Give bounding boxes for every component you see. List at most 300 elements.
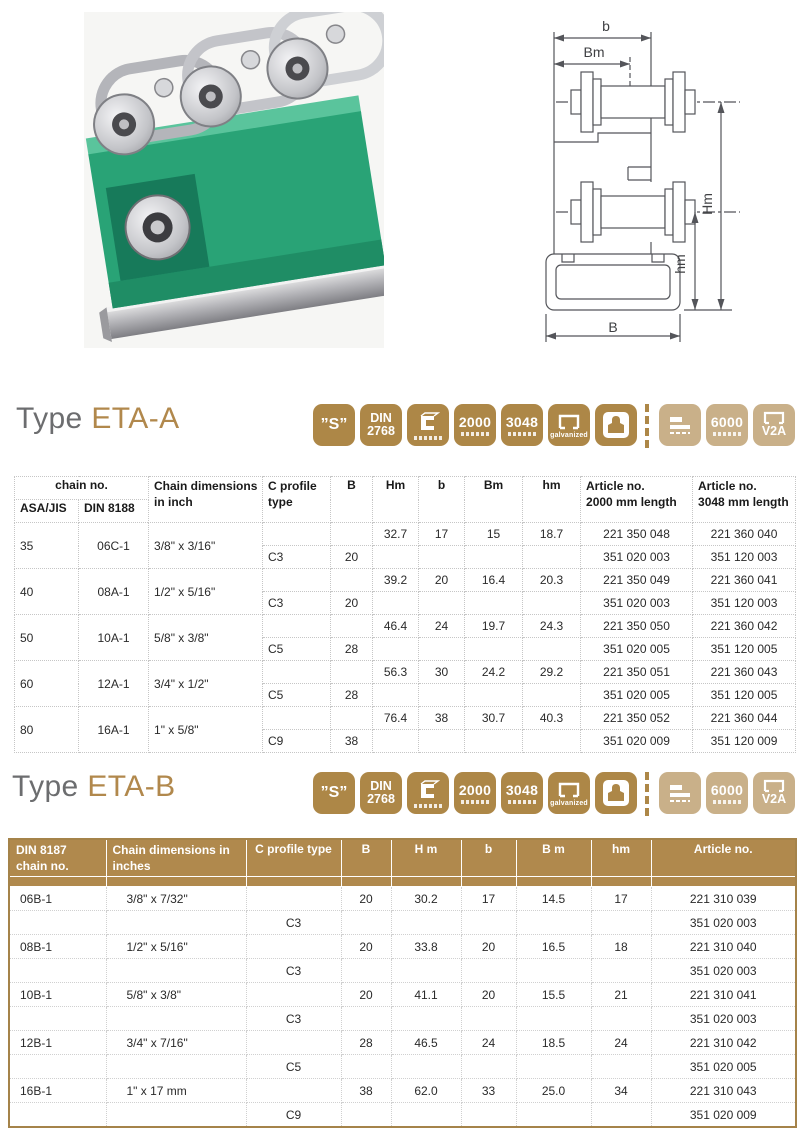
length-2000-label: 2000 [458, 413, 492, 430]
stacked-profiles-icon [667, 781, 693, 805]
col-article: Article no. [651, 839, 796, 877]
col-chain-dimensions [149, 477, 263, 523]
b-cell: 20 [419, 569, 465, 592]
dim-label-hm-inner: hm [672, 254, 688, 274]
article-3048-cell: 221 360 041 [693, 569, 796, 592]
empty-cell [106, 1103, 246, 1128]
table-row [9, 959, 796, 983]
hdr-line: C profile [268, 479, 317, 493]
din-cell: 12B-1 [9, 1031, 106, 1055]
empty-cell [523, 638, 581, 661]
badge-subtext-bar [461, 800, 489, 804]
hdr-line: Chain dimensions [154, 479, 258, 493]
col-chain-dimensions [106, 839, 246, 877]
length-6000-label: 6000 [710, 413, 744, 430]
article-cell: 221 310 040 [651, 935, 796, 959]
col-hm: H m [391, 839, 461, 877]
empty-cell [106, 1007, 246, 1031]
din-cell: 10B-1 [9, 983, 106, 1007]
article-cell: 351 020 003 [651, 911, 796, 935]
badge-row-a [313, 404, 795, 448]
din-line1: DIN [370, 778, 392, 793]
article-cell: 351 020 003 [651, 959, 796, 983]
eta-b-table [8, 838, 797, 1128]
asa-cell: 40 [15, 569, 79, 615]
empty-cell [263, 569, 331, 592]
badge-s-label: ”S” [320, 784, 348, 801]
empty-cell [591, 959, 651, 983]
empty-cell [341, 911, 391, 935]
empty-cell [263, 661, 331, 684]
b-col-cell: 20 [341, 983, 391, 1007]
empty-cell [461, 1103, 516, 1128]
b-cell: 20 [461, 983, 516, 1007]
asa-cell: 50 [15, 615, 79, 661]
col-chain-no: chain no. [15, 477, 149, 500]
empty-cell [373, 638, 419, 661]
badge-length-6000 [706, 404, 748, 446]
article-3048-cell: 351 120 005 [693, 638, 796, 661]
b-col-cell: 28 [331, 638, 373, 661]
dimension-diagram [488, 2, 796, 368]
din-line2: 2768 [367, 424, 395, 438]
article-cell: 221 310 039 [651, 887, 796, 911]
hm-small-cell: 21 [591, 983, 651, 1007]
dims-cell: 1" x 17 mm [106, 1079, 246, 1103]
article-cell: 351 020 009 [651, 1103, 796, 1128]
eta-a-table [14, 476, 796, 753]
empty-cell [246, 1079, 341, 1103]
u-channel-icon [762, 411, 786, 425]
badge-length-3048 [501, 772, 543, 814]
c-profile-cell: C9 [246, 1103, 341, 1128]
b-col-cell: 20 [331, 592, 373, 615]
empty-cell [391, 1055, 461, 1079]
dim-label-bm: Bm [583, 44, 605, 60]
article-cell: 351 020 003 [651, 1007, 796, 1031]
col-bm: B m [516, 839, 591, 877]
empty-cell [461, 1055, 516, 1079]
badge-profiles [659, 404, 701, 446]
empty-cell [246, 983, 341, 1007]
badge-v2a [753, 772, 795, 814]
article-3048-cell: 221 360 042 [693, 615, 796, 638]
b-cell: 20 [461, 935, 516, 959]
empty-cell [341, 1055, 391, 1079]
v2a-label: V2A [761, 424, 787, 439]
dim-label-hm-total: Hm [699, 193, 715, 215]
length-2000-label: 2000 [458, 781, 492, 798]
col-bm: Bm [465, 477, 523, 523]
empty-cell [106, 911, 246, 935]
empty-cell [331, 615, 373, 638]
dims-cell: 3/8" x 7/32" [106, 887, 246, 911]
article-3048-cell: 221 360 040 [693, 523, 796, 546]
article-2000-cell: 351 020 005 [581, 684, 693, 707]
col-article-2000 [581, 477, 693, 523]
empty-cell [461, 911, 516, 935]
c-profile-cell: C3 [246, 911, 341, 935]
col-din-8188: DIN 8188 [79, 500, 149, 523]
empty-cell [465, 546, 523, 569]
hm-cell: 32.7 [373, 523, 419, 546]
spacer-cell [106, 877, 246, 887]
empty-cell [516, 1055, 591, 1079]
empty-cell [419, 592, 465, 615]
hm-small-cell: 24 [591, 1031, 651, 1055]
empty-cell [516, 911, 591, 935]
bm-cell: 30.7 [465, 707, 523, 730]
article-3048-cell: 351 120 003 [693, 546, 796, 569]
article-2000-cell: 221 350 051 [581, 661, 693, 684]
title-name: ETA-A [91, 402, 180, 435]
dims-cell: 3/4" x 1/2" [149, 661, 263, 707]
din-cell: 10A-1 [79, 615, 149, 661]
empty-cell [263, 523, 331, 546]
empty-cell [9, 1103, 106, 1128]
empty-cell [263, 707, 331, 730]
spacer-cell [516, 877, 591, 887]
header-spacer-row [9, 877, 796, 887]
empty-cell [461, 1007, 516, 1031]
hdr-line: Article no. [586, 479, 645, 493]
galvanized-label: galvanized [550, 431, 588, 439]
article-cell: 221 310 041 [651, 983, 796, 1007]
b-col-cell: 38 [341, 1079, 391, 1103]
hm-small-cell: 20.3 [523, 569, 581, 592]
stacked-profiles-icon [667, 413, 693, 437]
dim-label-b-outer: B [608, 319, 618, 335]
u-channel-icon [762, 779, 786, 793]
b-col-cell: 28 [331, 684, 373, 707]
badge-length-3048 [501, 404, 543, 446]
empty-cell [391, 959, 461, 983]
bm-cell: 18.5 [516, 1031, 591, 1055]
chain-guide-photo-illustration [84, 12, 384, 348]
badge-subtext-bar [508, 800, 536, 804]
din-cell: 06C-1 [79, 523, 149, 569]
u-channel-icon [556, 412, 582, 430]
hm-cell: 46.5 [391, 1031, 461, 1055]
din-cell: 08B-1 [9, 935, 106, 959]
hm-cell: 33.8 [391, 935, 461, 959]
badge-s-label: ”S” [320, 416, 348, 433]
empty-cell [263, 615, 331, 638]
din-cell: 08A-1 [79, 569, 149, 615]
col-b: B [331, 477, 373, 523]
col-hm-small: hm [591, 839, 651, 877]
empty-cell [591, 911, 651, 935]
table-row [15, 661, 796, 684]
article-3048-cell: 351 120 003 [693, 592, 796, 615]
b-col-cell: 20 [331, 546, 373, 569]
hdr-line: DIN 8187 [16, 843, 67, 857]
spacer-cell [341, 877, 391, 887]
hm-small-cell: 18 [591, 935, 651, 959]
badge-c-profile [407, 404, 449, 446]
hm-cell: 62.0 [391, 1079, 461, 1103]
empty-cell [591, 1103, 651, 1128]
article-cell: 351 020 005 [651, 1055, 796, 1079]
b-col-cell: 20 [341, 935, 391, 959]
empty-cell [391, 1103, 461, 1128]
c-profile-cell: C3 [246, 959, 341, 983]
empty-cell [419, 546, 465, 569]
bm-cell: 25.0 [516, 1079, 591, 1103]
bm-cell: 16.5 [516, 935, 591, 959]
dims-cell: 1/2" x 5/16" [149, 569, 263, 615]
bm-cell: 15 [465, 523, 523, 546]
badge-galvanized [548, 772, 590, 814]
article-3048-cell: 351 120 009 [693, 730, 796, 753]
empty-cell [106, 959, 246, 983]
empty-cell [373, 546, 419, 569]
empty-cell [331, 523, 373, 546]
badge-subtext-bar [414, 804, 442, 808]
table-row [9, 1079, 796, 1103]
length-6000-label: 6000 [710, 781, 744, 798]
badge-length-6000 [706, 772, 748, 814]
article-2000-cell: 221 350 049 [581, 569, 693, 592]
b-cell: 33 [461, 1079, 516, 1103]
empty-cell [331, 661, 373, 684]
empty-cell [461, 959, 516, 983]
table-row [15, 523, 796, 546]
col-c-profile: C profile type [246, 839, 341, 877]
article-2000-cell: 351 020 005 [581, 638, 693, 661]
table-row [15, 707, 796, 730]
hm-small-cell: 18.7 [523, 523, 581, 546]
dims-cell: 1" x 5/8" [149, 707, 263, 753]
c-profile-cell: C9 [263, 730, 331, 753]
badge-separator [645, 772, 651, 816]
dims-cell: 1/2" x 5/16" [106, 935, 246, 959]
bm-cell: 15.5 [516, 983, 591, 1007]
empty-cell [516, 1103, 591, 1128]
empty-cell [246, 887, 341, 911]
header-row [9, 839, 796, 877]
b-col-cell: 28 [341, 1031, 391, 1055]
empty-cell [341, 1007, 391, 1031]
empty-cell [516, 959, 591, 983]
badge-subtext-bar [713, 432, 741, 436]
spacer-cell [461, 877, 516, 887]
mounting-base-icon [601, 778, 631, 808]
asa-cell: 60 [15, 661, 79, 707]
badge-din-2768 [360, 404, 402, 446]
c-profile-cell: C3 [263, 592, 331, 615]
col-c-profile [263, 477, 331, 523]
table-row [15, 615, 796, 638]
hdr-line: Article no. [698, 479, 757, 493]
spacer-cell [391, 877, 461, 887]
bm-cell: 14.5 [516, 887, 591, 911]
dims-cell: 3/8" x 3/16" [149, 523, 263, 569]
table-row [9, 935, 796, 959]
c-profile-cell: C5 [246, 1055, 341, 1079]
mounting-base-icon [601, 410, 631, 440]
article-3048-cell: 221 360 043 [693, 661, 796, 684]
din-cell: 16A-1 [79, 707, 149, 753]
u-channel-icon [556, 780, 582, 798]
table-row [9, 1031, 796, 1055]
spacer-cell [9, 877, 106, 887]
empty-cell [465, 638, 523, 661]
empty-cell [246, 1031, 341, 1055]
c-profile-icon [416, 411, 440, 433]
dims-cell: 5/8" x 3/8" [149, 615, 263, 661]
section-a-title [16, 402, 180, 436]
empty-cell [341, 1103, 391, 1128]
article-3048-cell: 221 360 044 [693, 707, 796, 730]
empty-cell [246, 935, 341, 959]
hm-cell: 30.2 [391, 887, 461, 911]
title-prefix: Type [16, 402, 83, 435]
col-b-small: b [419, 477, 465, 523]
hm-cell: 39.2 [373, 569, 419, 592]
badge-subtext-bar [508, 432, 536, 436]
article-2000-cell: 351 020 003 [581, 592, 693, 615]
spacer-cell [651, 877, 796, 887]
empty-cell [523, 730, 581, 753]
hdr-line: inches [112, 859, 151, 874]
b-col-cell: 20 [341, 887, 391, 911]
empty-cell [465, 684, 523, 707]
empty-cell [591, 1055, 651, 1079]
badge-din-2768 [360, 772, 402, 814]
spacer-cell [591, 877, 651, 887]
empty-cell [373, 730, 419, 753]
badge-subtext-bar [461, 432, 489, 436]
empty-cell [419, 638, 465, 661]
table-row [9, 1007, 796, 1031]
c-profile-cell: C3 [263, 546, 331, 569]
empty-cell [331, 707, 373, 730]
badge-profiles [659, 772, 701, 814]
article-2000-cell: 351 020 003 [581, 546, 693, 569]
badge-mounting [595, 404, 637, 446]
empty-cell [523, 546, 581, 569]
dim-label-b: b [602, 18, 610, 34]
empty-cell [9, 911, 106, 935]
table-row [9, 887, 796, 911]
cross-section-drawing [488, 2, 796, 368]
hm-small-cell: 40.3 [523, 707, 581, 730]
article-2000-cell: 221 350 050 [581, 615, 693, 638]
c-profile-cell: C5 [263, 638, 331, 661]
badge-s [313, 404, 355, 446]
empty-cell [106, 1055, 246, 1079]
spacer-cell [246, 877, 341, 887]
bm-cell: 24.2 [465, 661, 523, 684]
col-asa-jis: ASA/JIS [15, 500, 79, 523]
article-2000-cell: 351 020 009 [581, 730, 693, 753]
badge-subtext-bar [414, 436, 442, 440]
hm-cell: 41.1 [391, 983, 461, 1007]
hm-cell: 56.3 [373, 661, 419, 684]
hdr-line: chain no. [16, 859, 69, 874]
article-3048-cell: 351 120 005 [693, 684, 796, 707]
header-row [15, 477, 796, 500]
dims-cell: 5/8" x 3/8" [106, 983, 246, 1007]
length-3048-label: 3048 [505, 413, 539, 430]
badge-galvanized [548, 404, 590, 446]
col-hm: Hm [373, 477, 419, 523]
din-cell: 16B-1 [9, 1079, 106, 1103]
badge-subtext-bar [713, 800, 741, 804]
empty-cell [9, 1007, 106, 1031]
hdr-line: Chain dimensions in [112, 843, 230, 857]
empty-cell [419, 684, 465, 707]
article-2000-cell: 221 350 048 [581, 523, 693, 546]
asa-cell: 35 [15, 523, 79, 569]
badge-v2a [753, 404, 795, 446]
badge-length-2000 [454, 772, 496, 814]
hdr-line: type [268, 495, 293, 510]
article-cell: 221 310 042 [651, 1031, 796, 1055]
bm-cell: 19.7 [465, 615, 523, 638]
col-b-small: b [461, 839, 516, 877]
hdr-line: 2000 mm length [586, 495, 677, 510]
article-2000-cell: 221 350 052 [581, 707, 693, 730]
table-row [15, 569, 796, 592]
galvanized-label: galvanized [550, 799, 588, 807]
hdr-line: in inch [154, 495, 193, 510]
empty-cell [465, 592, 523, 615]
c-profile-cell: C5 [263, 684, 331, 707]
col-din-8187 [9, 839, 106, 877]
b-cell: 17 [419, 523, 465, 546]
length-3048-label: 3048 [505, 781, 539, 798]
empty-cell [9, 1055, 106, 1079]
empty-cell [523, 684, 581, 707]
hm-cell: 46.4 [373, 615, 419, 638]
empty-cell [331, 569, 373, 592]
c-profile-cell: C3 [246, 1007, 341, 1031]
v2a-label: V2A [761, 792, 787, 807]
b-cell: 30 [419, 661, 465, 684]
empty-cell [391, 911, 461, 935]
din-line1: DIN [370, 410, 392, 425]
b-col-cell: 38 [331, 730, 373, 753]
din-cell: 12A-1 [79, 661, 149, 707]
badge-s [313, 772, 355, 814]
empty-cell [419, 730, 465, 753]
empty-cell [9, 959, 106, 983]
b-cell: 24 [419, 615, 465, 638]
empty-cell [373, 592, 419, 615]
hm-small-cell: 24.3 [523, 615, 581, 638]
badge-separator [645, 404, 651, 448]
empty-cell [516, 1007, 591, 1031]
hm-cell: 76.4 [373, 707, 419, 730]
empty-cell [341, 959, 391, 983]
badge-length-2000 [454, 404, 496, 446]
table-row [9, 1055, 796, 1079]
col-hm-small: hm [523, 477, 581, 523]
empty-cell [591, 1007, 651, 1031]
b-cell: 24 [461, 1031, 516, 1055]
din-cell: 06B-1 [9, 887, 106, 911]
hdr-line: 3048 mm length [698, 495, 789, 510]
c-profile-icon [416, 779, 440, 801]
badge-row-b [313, 772, 795, 816]
badge-c-profile [407, 772, 449, 814]
table-row [9, 911, 796, 935]
empty-cell [391, 1007, 461, 1031]
empty-cell [523, 592, 581, 615]
section-b-title [12, 770, 176, 804]
